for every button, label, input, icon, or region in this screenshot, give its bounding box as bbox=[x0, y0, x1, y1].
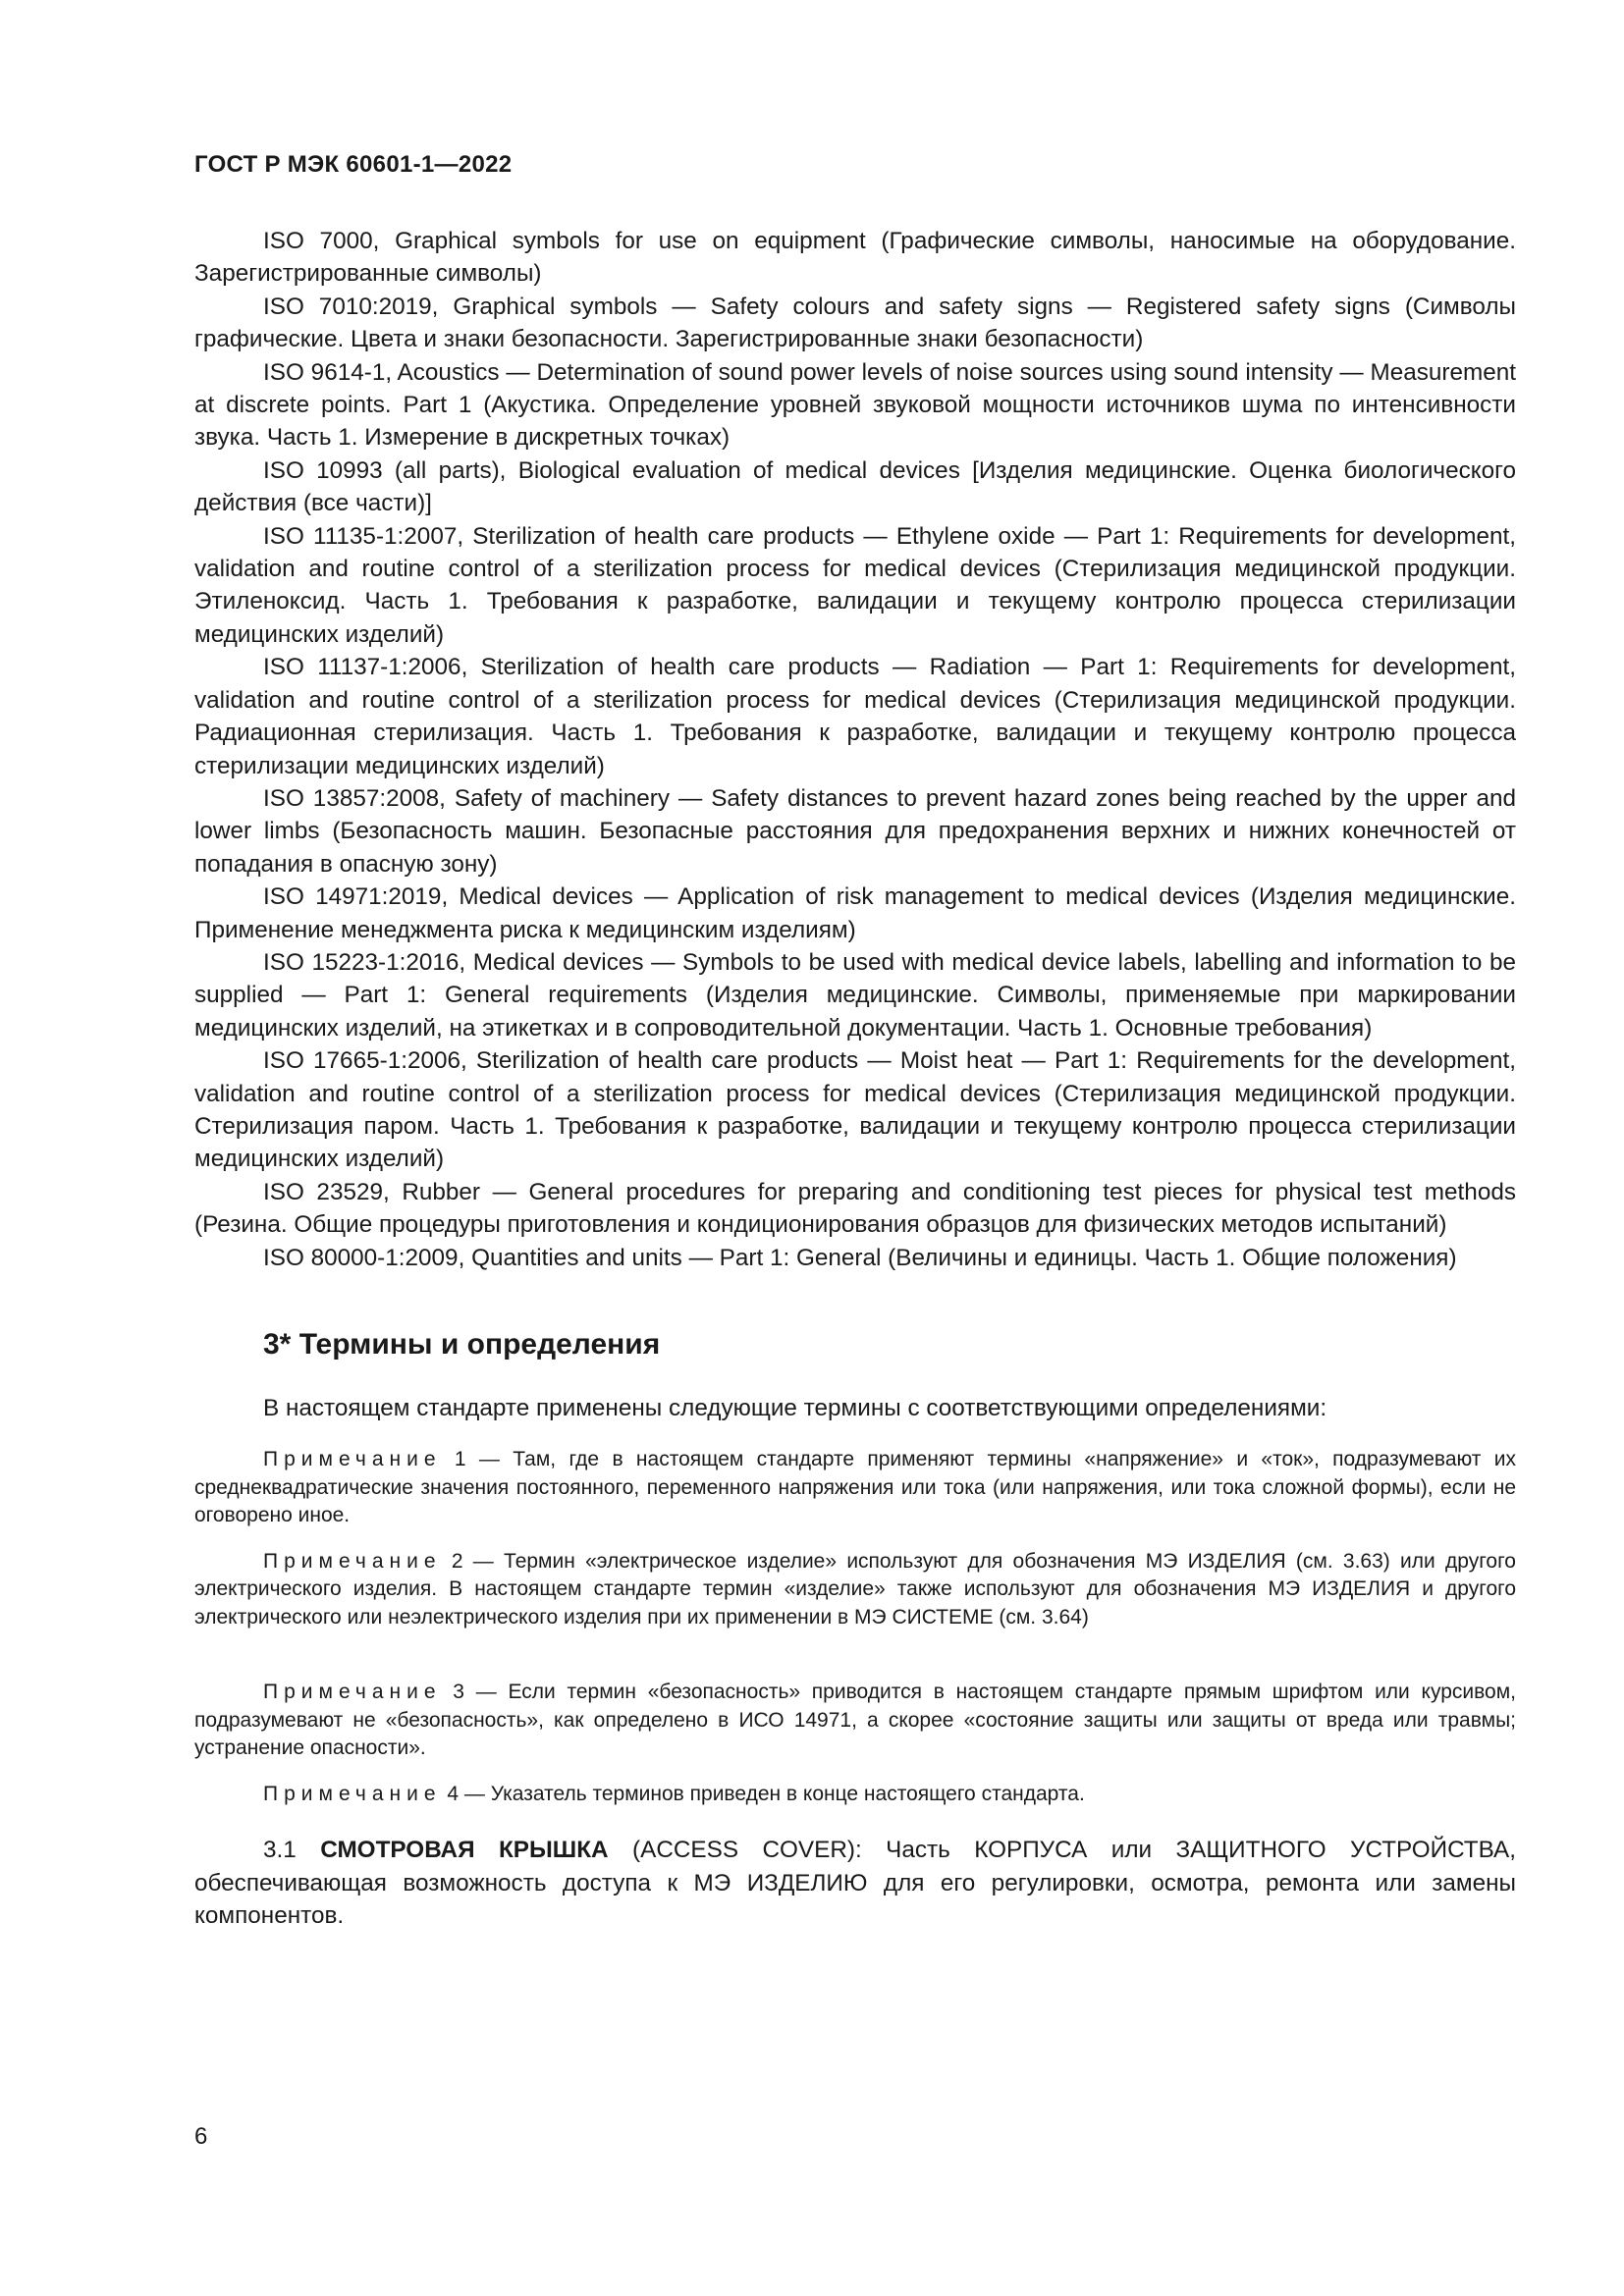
term-number: 3.1 bbox=[263, 1837, 321, 1864]
reference-iso-15223-1: ISO 15223-1:2016, Medical devices — Symbols to be used with medical device labels, labelling and information to be supplied — Part 1: General requirements (Изделия медицинские. Символы, применяемые при маркировании медицинских изделий, на этикетках и в сопроводительной документации. Часть 1. Основные требования) bbox=[194, 948, 1516, 1041]
page-content bbox=[194, 225, 1516, 1933]
reference-iso-7000: ISO 7000, Graphical symbols for use on equipment (Графические символы, наносимые на оборудование. Зарегистрированные символы) bbox=[194, 228, 1516, 288]
reference-iso-17665-1: ISO 17665-1:2006, Sterilization of health care products — Moist heat — Part 1: Requirements for the development, validation and routine control of a sterilization process for medical devices (Стерилизация медицинской продукции. Стерилизация паром. Часть 1. Требования к разработке, валидации и текущему контролю процесса стерилизации медицинских изделий) bbox=[194, 1047, 1516, 1173]
term-definition: (ACCESS COVER): Часть КОРПУСА или ЗАЩИТНОГО УСТРОЙСТВА, обеспечивающая возможность доступа к МЭ ИЗДЕЛИЮ для его регулировки, осмотра, ремонта или замены компонентов. bbox=[194, 1837, 1517, 1930]
term-name: СМОТРОВАЯ КРЫШКА bbox=[320, 1837, 609, 1864]
note-label: Примечание bbox=[263, 1549, 442, 1573]
section-intro: В настоящем стандарте применены следующие термины с соответствующими определениями: bbox=[263, 1395, 1327, 1421]
reference-iso-11137-1: ISO 11137-1:2006, Sterilization of health care products — Radiation — Part 1: Requirements for development, validation and routine control of a sterilization process for medical devices (Стерилизация медицинской продукции. Радиационная стерилизация. Часть 1. Требования к разработке, валидации и текущему контролю процесса стерилизации медицинских изделий) bbox=[194, 654, 1516, 779]
note-1 bbox=[194, 1446, 1516, 1530]
note-text: 1 — Там, где в настоящем стандарте применяют термины «напряжение» и «ток», подразумевают их среднеквадратические значения постоянного, переменного напряжения или тока (или напряжения, или тока сложной формы), если не оговорено иное. bbox=[194, 1448, 1516, 1527]
note-4 bbox=[194, 1781, 1516, 1809]
note-text: 4 — Указатель терминов приведен в конце настоящего стандарта. bbox=[441, 1782, 1085, 1805]
term-3-1 bbox=[194, 1834, 1516, 1932]
reference-iso-10993: ISO 10993 (all parts), Biological evaluation of medical devices [Изделия медицинские. Оценка биологического действия (все части)] bbox=[194, 456, 1516, 517]
page-number: 6 bbox=[194, 2123, 208, 2150]
section-title: 3* Термины и определения bbox=[263, 1328, 661, 1361]
reference-iso-80000-1: ISO 80000-1:2009, Quantities and units — Part 1: General (Величины и единицы. Часть 1. Общие положения) bbox=[263, 1244, 1457, 1271]
document-header: ГОСТ Р МЭК 60601-1—2022 bbox=[194, 151, 513, 178]
note-label: Примечание bbox=[263, 1448, 442, 1471]
note-text: 3 — Если термин «безопасность» приводится в настоящем стандарте прямым шрифтом или курсивом, подразумевают не «безопасность», как определено в ИСО 14971, а скорее «состояние защиты или защиты от вреда или травмы; устранение опасности». bbox=[194, 1681, 1516, 1760]
reference-iso-11135-1: ISO 11135-1:2007, Sterilization of health care products — Ethylene oxide — Part 1: Requirements for development, validation and routine control of a sterilization process for medical devices (Стерилизация медицинской продукции. Этиленоксид. Часть 1. Требования к разработке, валидации и текущему контролю процесса стерилизации медицинских изделий) bbox=[194, 522, 1516, 648]
reference-iso-7010: ISO 7010:2019, Graphical symbols — Safety colours and safety signs — Registered safety signs (Символы графические. Цвета и знаки безопасности. Зарегистрированные знаки безопасности) bbox=[194, 293, 1516, 353]
note-2 bbox=[194, 1548, 1516, 1632]
reference-iso-13857: ISO 13857:2008, Safety of machinery — Safety distances to prevent hazard zones being reached by the upper and lower limbs (Безопасность машин. Безопасные расстояния для предохранения верхних и нижних конечностей от попадания в опасную зону) bbox=[194, 784, 1516, 878]
note-label: Примечание bbox=[263, 1681, 442, 1704]
note-text: 2 — Термин «электрическое изделие» используют для обозначения МЭ ИЗДЕЛИЯ (см. 3.63) или другого электрического изделия. В настоящем стандарте термин «изделие» также используют для обозначения МЭ ИЗДЕЛИЯ и другого электрического или неэлектрического изделия при их применении в МЭ СИСТЕМЕ (см. 3.64) bbox=[194, 1549, 1516, 1629]
reference-iso-9614-1: ISO 9614-1, Acoustics — Determination of sound power levels of noise sources using sound intensity — Measurement at discrete points. Part 1 (Акустика. Определение уровней звуковой мощности источников шума по интенсивности звука. Часть 1. Измерение в дискретных точках) bbox=[194, 358, 1516, 452]
note-3 bbox=[194, 1679, 1516, 1763]
note-label: Примечание bbox=[263, 1782, 442, 1805]
reference-iso-23529: ISO 23529, Rubber — General procedures for preparing and conditioning test pieces for physical test methods (Резина. Общие процедуры приготовления и кондиционирования образцов для физических методов испытаний) bbox=[194, 1178, 1516, 1239]
reference-iso-14971: ISO 14971:2019, Medical devices — Application of risk management to medical devices (Изделия медицинские. Применение менеджмента риска к медицинским изделиям) bbox=[194, 883, 1516, 943]
